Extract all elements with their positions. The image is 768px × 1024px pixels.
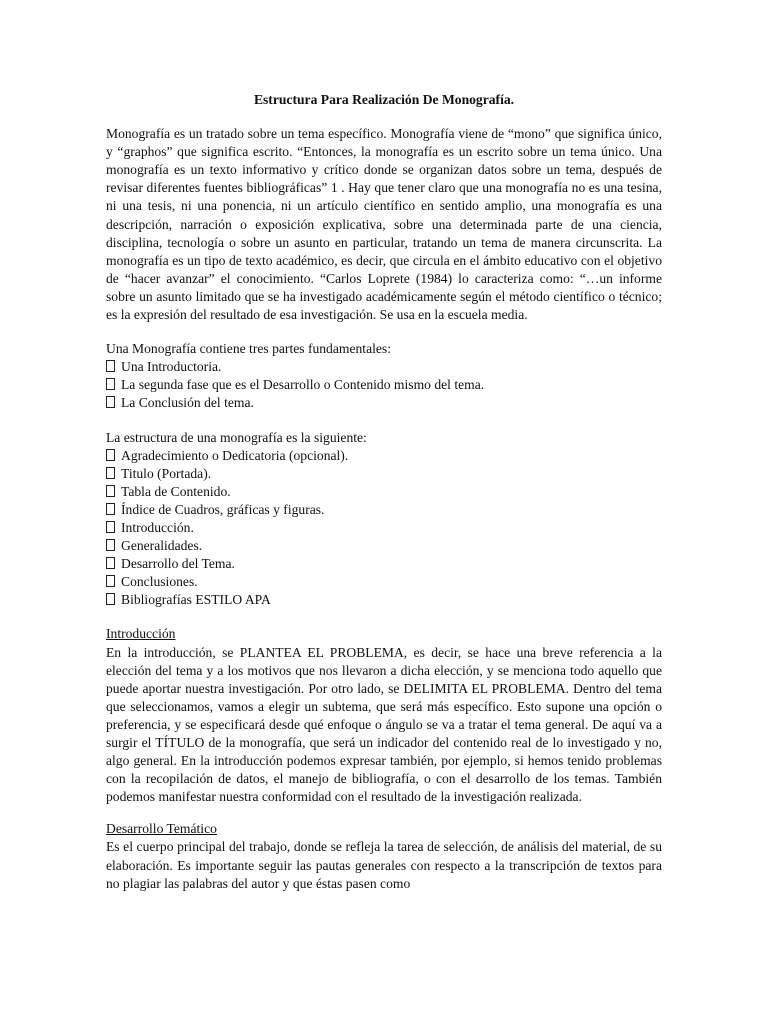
list-item — [106, 501, 662, 519]
list-item-text: Generalidades. — [121, 538, 203, 554]
list-item-text: La segunda fase que es el Desarrollo o Contenido mismo del tema. — [121, 377, 485, 393]
list-item-text: Bibliografías ESTILO APA — [121, 592, 271, 608]
section-desarrollo-tematico — [106, 820, 662, 892]
checkbox-bullet-icon — [106, 485, 115, 497]
list-item — [106, 555, 662, 573]
intro-paragraph: Monografía es un tratado sobre un tema específico. Monografía viene de “mono” que significa único, y “graphos” que significa escrito. “Entonces, la monografía es un escrito sobre un tema único. Una monografía es un texto informativo y crítico donde se organizan datos sobre un tema, después de revisar diferentes fuentes bibliográficas” 1 . Hay que tener claro que una monografía no es una tesina, ni una tesis, ni una ponencia, ni un artículo científico en sentido amplio, una monografía es una descripción, narración o exposición explicativa, sobre una determinada parte de una ciencia, disciplina, tecnología o sobre un asunto en particular, tratando un tema de manera circunscrita. La monografía es un tipo de texto académico, es decir, que circula en el ámbito educativo con el objetivo de “hacer avanzar” el conocimiento. “Carlos Loprete (1984) lo caracteriza como: “…un informe sobre un asunto limitado que se ha investigado académicamente según el método científico o técnico; es la expresión del resultado de esa investigación. Se usa en la escuela media. — [106, 126, 662, 323]
structure-block — [106, 429, 662, 610]
structure-intro: La estructura de una monografía es la siguiente: — [106, 429, 367, 445]
checkbox-bullet-icon — [106, 503, 115, 515]
list-item-text: Índice de Cuadros, gráficas y figuras. — [121, 501, 325, 517]
document-title: Estructura Para Realización De Monografía. — [253, 92, 515, 107]
section-heading: Desarrollo Temático — [106, 821, 217, 837]
list-item-text: Tabla de Contenido. — [121, 483, 231, 499]
checkbox-bullet-icon — [106, 557, 115, 569]
list-item — [106, 537, 662, 555]
list-item-text: Conclusiones. — [121, 574, 198, 590]
parts-list — [106, 358, 662, 412]
checkbox-bullet-icon — [106, 396, 115, 408]
list-item-text: Agradecimiento o Dedicatoria (opcional). — [121, 447, 349, 463]
list-item-text: Desarrollo del Tema. — [121, 556, 235, 572]
section-body: En la introducción, se PLANTEA EL PROBLEMA, es decir, se hace una breve referencia a la elección del tema y a los motivos que nos llevaron a dicha elección, y se menciona todo aquello que puede aportar nuestra investigación. Por otro lado, se DELIMITA EL PROBLEMA. Dentro del tema que seleccionamos, vamos a elegir un subtema, que será más específico. Esto supone una opción o preferencia, y se especificará desde qué enfoque o ángulo se va a tratar el tema general. De aquí va a surgir el TÍTULO de la monografía, que será un indicador del contenido real de lo investigado y no, algo general. En la introducción podemos expresar también, por ejemplo, si hemos tenido problemas con la recopilación de datos, el manejo de bibliografía, o con el desarrollo de los temas. También podemos manifestar nuestra conformidad con el resultado de la investigación realizada. — [106, 644, 662, 805]
list-item — [106, 394, 662, 412]
parts-intro: Una Monografía contiene tres partes fundamentales: — [106, 341, 391, 357]
parts-block — [106, 340, 662, 412]
checkbox-bullet-icon — [106, 593, 115, 605]
checkbox-bullet-icon — [106, 360, 115, 372]
list-item — [106, 573, 662, 591]
list-item-text: Titulo (Portada). — [121, 465, 212, 481]
checkbox-bullet-icon — [106, 449, 115, 461]
list-item-text: Introducción. — [121, 519, 194, 535]
list-item — [106, 376, 662, 394]
list-item — [106, 465, 662, 483]
list-item — [106, 519, 662, 537]
list-item-text: La Conclusión del tema. — [121, 395, 254, 411]
section-introduccion — [106, 625, 662, 806]
checkbox-bullet-icon — [106, 539, 115, 551]
document-page — [106, 91, 662, 907]
list-item-text: Una Introductoria. — [121, 359, 222, 375]
list-item — [106, 483, 662, 501]
section-body: Es el cuerpo principal del trabajo, donde se refleja la tarea de selección, de análisis del material, de su elaboración. Es importante seguir las pautas generales con respecto a la transcripción de textos para no plagiar las palabras del autor y que éstas pasen como — [106, 839, 662, 891]
checkbox-bullet-icon — [106, 467, 115, 479]
structure-list — [106, 447, 662, 610]
checkbox-bullet-icon — [106, 521, 115, 533]
checkbox-bullet-icon — [106, 378, 115, 390]
checkbox-bullet-icon — [106, 575, 115, 587]
list-item — [106, 358, 662, 376]
section-heading: Introducción — [106, 626, 176, 642]
list-item — [106, 591, 662, 609]
list-item — [106, 447, 662, 465]
